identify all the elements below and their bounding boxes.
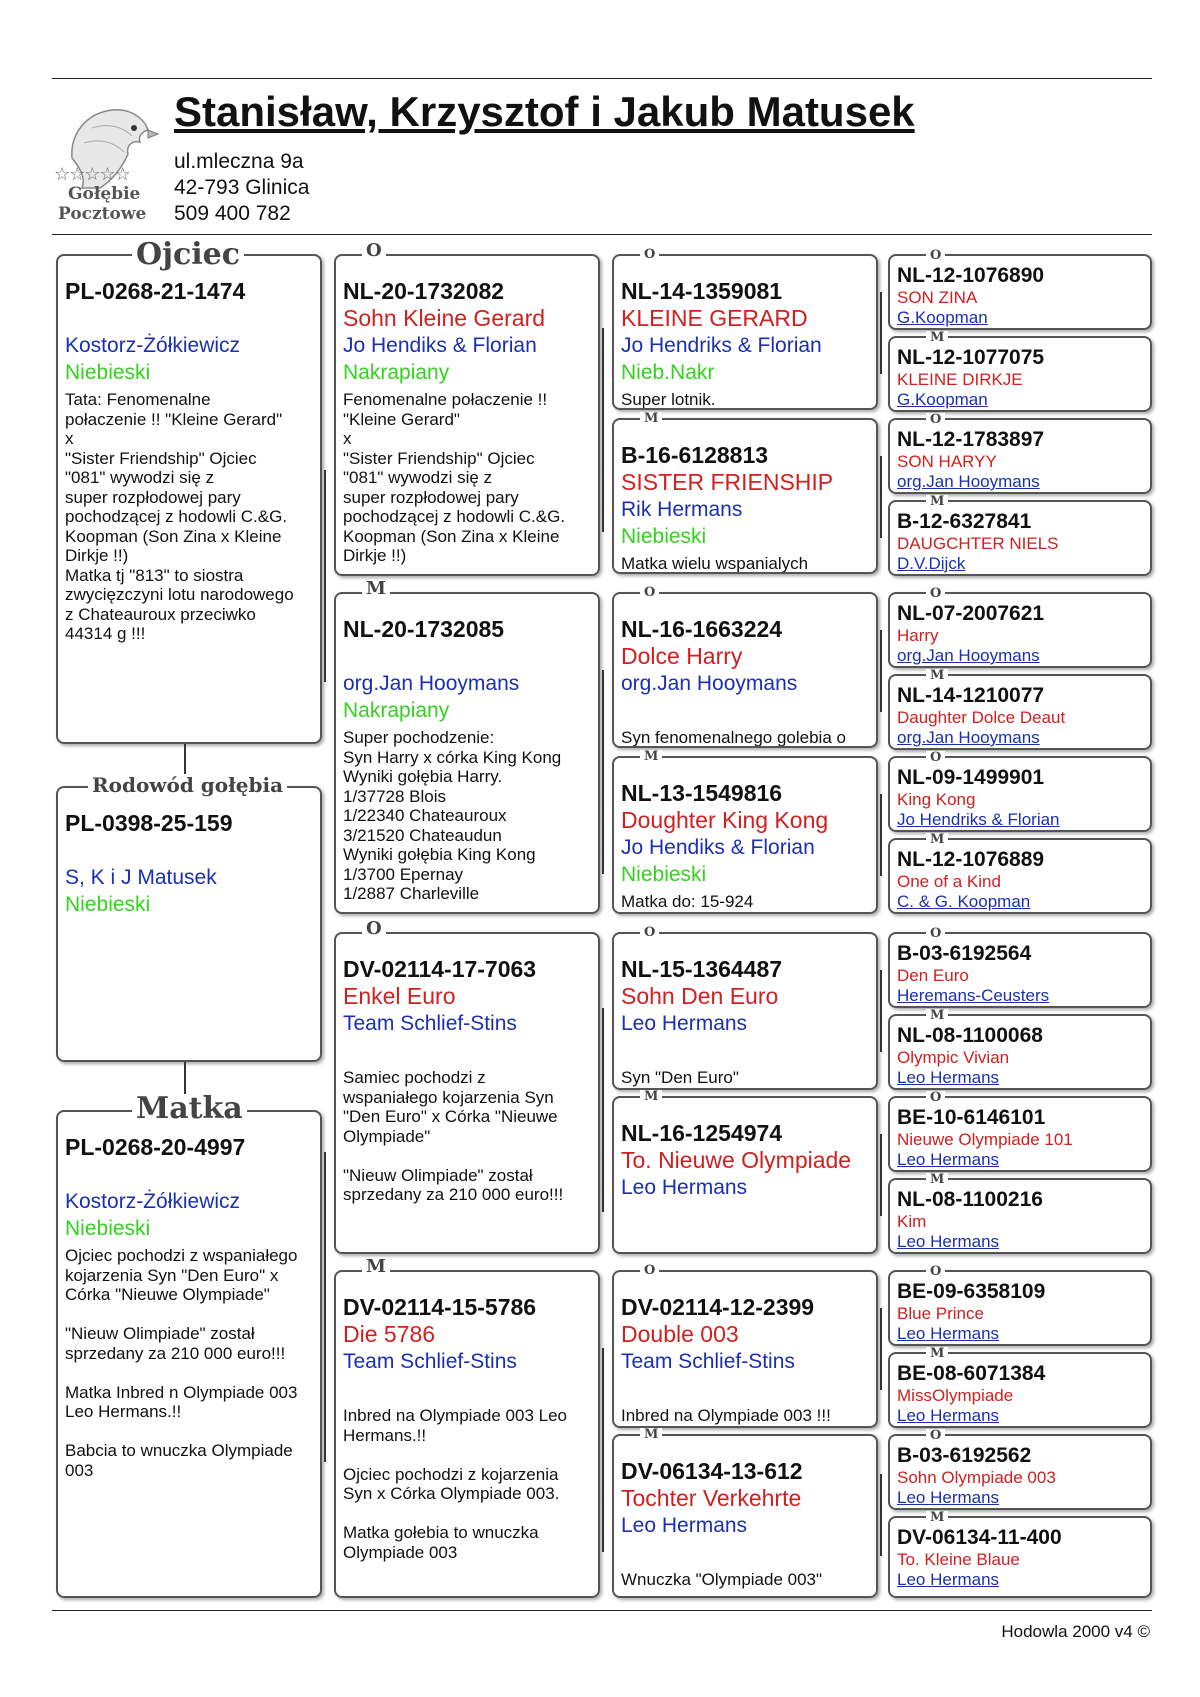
dam-label: M <box>926 1511 948 1524</box>
gen3-card-4 <box>612 756 878 914</box>
logo-text-1: Gołębie <box>68 184 141 204</box>
pigeon-name <box>65 1161 315 1188</box>
gen3-card-3 <box>612 592 878 748</box>
gen4-card-9 <box>888 932 1152 1008</box>
description: Tata: Fenomenalne połaczenie !! "Kleine Gerard" x "Sister Friendship" Ojciec "081" wywodzi się z super rozpłodowej pary pochodzącej z hodowli C.&G. Koopman (Son Zina x Kleine Dirkje !!) Matka tj "813" to siostra zwycięzczyni lotu narodowego z Chateauroux przeciwko 44314 g !!! <box>65 390 294 643</box>
breeder: D.V.Dijck <box>897 554 966 573</box>
breeder: Leo Hermans <box>897 1068 1000 1087</box>
pigeon-id: BE-10-6146101 <box>897 1106 1046 1129</box>
pigeon-name: Sohn Olympiade 003 <box>897 1468 1056 1487</box>
pigeon-id: NL-13-1549816 <box>621 780 783 806</box>
pigeon-id: NL-20-1732085 <box>343 616 505 642</box>
pigeon-id: B-03-6192562 <box>897 1444 1032 1467</box>
bracket <box>324 470 326 682</box>
gen4-card-4 <box>888 500 1152 576</box>
address-line-1: ul.mleczna 9a <box>174 150 304 173</box>
pigeon-id: NL-07-2007621 <box>897 602 1045 625</box>
color: Niebieski <box>65 361 151 384</box>
dam-label: M <box>640 750 662 763</box>
sire-label: O <box>926 927 945 940</box>
description: Super lotnik. <box>621 390 716 409</box>
pigeon-id: NL-12-1076889 <box>897 848 1045 871</box>
description: Matka wielu wspanialych <box>621 554 809 573</box>
gen4-card-6 <box>888 674 1152 750</box>
dam-label: M <box>926 669 948 682</box>
sire-label: O <box>926 413 945 426</box>
description: Super pochodzenie: Syn Harry x córka King Kong Wyniki gołębia Harry. 1/37728 Blois 1/22340 Chateauroux 3/21520 Chateaudun Wyniki gołębia King Kong 1/3700 Epernay 1/2887 Charleville <box>343 728 562 903</box>
color <box>621 1375 871 1402</box>
pigeon-id: NL-12-1076890 <box>897 264 1045 287</box>
pigeon-name: Doughter King Kong <box>621 807 829 833</box>
sire-label: O <box>926 249 945 262</box>
gen4-card-10 <box>888 1014 1152 1090</box>
sire-label: O <box>926 1429 945 1442</box>
pigeon-name: Tochter Verkehrte <box>621 1485 802 1511</box>
dam-label: M <box>640 1090 662 1103</box>
bracket <box>880 292 882 374</box>
gen3-card-7 <box>612 1270 878 1428</box>
pigeon-id: NL-08-1100068 <box>897 1024 1043 1047</box>
breeder: G.Koopman <box>897 390 988 409</box>
pigeon-name: SON HARYY <box>897 452 997 471</box>
description: Ojciec pochodzi z wspaniałego kojarzenia Syn "Den Euro" x Córka "Nieuwe Olympiade" "Nieuw Olimpiade" został sprzedany za 210 000 euro!!! Matka Inbred n Olympiade 003 Leo Hermans.!! Babcia to wnuczka Olympiade 003 <box>65 1246 298 1480</box>
top-rule <box>52 78 1152 79</box>
description: Inbred na Olympiade 003 Leo Hermans.!! Ojciec pochodzi z kojarzenia Syn x Córka Olympiade 003. Matka gołebia to wnuczka Olympiade 003 <box>343 1406 567 1562</box>
father-card <box>56 254 322 744</box>
gen4-card-12 <box>888 1178 1152 1254</box>
color <box>621 697 871 724</box>
breeder: G.Koopman <box>897 308 988 327</box>
color <box>343 1037 593 1064</box>
color: Niebieski <box>65 1217 151 1240</box>
breeder: Leo Hermans <box>897 1324 1000 1343</box>
breeder: Leo Hermans <box>897 1232 1000 1251</box>
breeder: Kostorz-Żółkiewicz <box>65 334 241 357</box>
pigeon-id: B-03-6192564 <box>897 942 1032 965</box>
sire-label: O <box>926 1091 945 1104</box>
description: Syn fenomenalnego golebia o <box>621 728 846 747</box>
dam-label: M <box>926 1173 948 1186</box>
pigeon-name: SISTER FRIENSHIP <box>621 469 834 495</box>
pigeon-name: Sohn Den Euro <box>621 983 779 1009</box>
mother-label: Matka <box>132 1094 247 1124</box>
bracket <box>880 1134 882 1216</box>
pigeon-name: DAUGCHTER NIELS <box>897 534 1059 553</box>
mother-card <box>56 1110 322 1598</box>
pigeon-id: BE-08-6071384 <box>897 1362 1046 1385</box>
gen4-card-2 <box>888 336 1152 412</box>
breeder: org.Jan Hooymans <box>897 728 1040 747</box>
dam-label: M <box>640 1428 662 1441</box>
bracket <box>880 1474 882 1556</box>
pigeon-logo <box>52 88 162 228</box>
pigeon-id: BE-09-6358109 <box>897 1280 1046 1303</box>
pigeon-name: Olympic Vivian <box>897 1048 1010 1067</box>
logo-text-2: Pocztowe <box>58 204 147 224</box>
pigeon-id: DV-06134-11-400 <box>897 1526 1062 1549</box>
phone-number: 509 400 782 <box>174 202 291 225</box>
pigeon-id: PL-0398-25-159 <box>65 810 233 836</box>
pigeon-name: Enkel Euro <box>343 983 456 1009</box>
sire-label: O <box>640 248 659 261</box>
gen3-card-5 <box>612 932 878 1090</box>
pigeon-name: Harry <box>897 626 939 645</box>
color <box>621 1539 871 1566</box>
pigeon-id: B-12-6327841 <box>897 510 1032 533</box>
pigeon-id: NL-16-1663224 <box>621 616 783 642</box>
gen3-card-2 <box>612 418 878 574</box>
dam-label: M <box>926 1009 948 1022</box>
description: Matka do: 15-924 <box>621 892 754 911</box>
gen2-card-1 <box>334 254 600 576</box>
subject-card <box>56 786 322 1062</box>
pigeon-name: To. Kleine Blaue <box>897 1550 1020 1569</box>
sire-label: O <box>640 1264 659 1277</box>
bracket <box>880 970 882 1052</box>
pigeon-id: NL-14-1359081 <box>621 278 783 304</box>
pigeon-name: Double 003 <box>621 1321 739 1347</box>
breeder: Kostorz-Żółkiewicz <box>65 1190 241 1213</box>
sire-label: O <box>362 920 386 938</box>
breeder: Leo Hermans <box>897 1150 1000 1169</box>
gen3-card-1 <box>612 254 878 410</box>
color: Niebieski <box>65 893 151 916</box>
pigeon-name: To. Nieuwe Olympiade <box>621 1147 852 1173</box>
gen4-card-13 <box>888 1270 1152 1346</box>
color <box>621 1037 871 1064</box>
breeder: Heremans-Ceusters <box>897 986 1050 1005</box>
pigeon-name: Dolce Harry <box>621 643 743 669</box>
bracket <box>880 794 882 876</box>
pigeon-name: KLEINE GERARD <box>621 305 808 331</box>
color: Niebieski <box>621 863 707 886</box>
breeder: org.Jan Hooymans <box>897 472 1040 491</box>
bracket <box>602 1008 604 1212</box>
color: Nakrapiany <box>343 361 450 384</box>
pigeon-id: NL-15-1364487 <box>621 956 783 982</box>
bracket <box>602 670 604 874</box>
pigeon-name: Blue Prince <box>897 1304 984 1323</box>
dam-label: M <box>926 331 948 344</box>
bracket <box>880 630 882 712</box>
sire-label: O <box>640 926 659 939</box>
gen4-card-11 <box>888 1096 1152 1172</box>
pigeon-name: Sohn Kleine Gerard <box>343 305 546 331</box>
breeder: Leo Hermans <box>897 1570 1000 1589</box>
description: Wnuczka "Olympiade 003" <box>621 1570 823 1589</box>
pigeon-name: Die 5786 <box>343 1321 436 1347</box>
pigeon-name: Den Euro <box>897 966 969 985</box>
pigeon-id: DV-06134-13-612 <box>621 1458 803 1484</box>
gen2-card-2 <box>334 592 600 914</box>
gen4-card-3 <box>888 418 1152 494</box>
color: Nieb.Nakr <box>621 361 715 384</box>
sire-label: O <box>640 586 659 599</box>
breeder: Leo Hermans <box>897 1406 1000 1425</box>
address-line-2: 42-793 Glinica <box>174 176 310 199</box>
pigeon-name: SON ZINA <box>897 288 978 307</box>
pigeon-name <box>343 643 593 670</box>
pigeon-name: Daughter Dolce Deaut <box>897 708 1066 727</box>
connector <box>184 744 186 774</box>
gen4-card-7 <box>888 756 1152 832</box>
breeder: Leo Hermans <box>621 1514 748 1537</box>
sire-label: O <box>926 1265 945 1278</box>
header-rule <box>52 234 1152 235</box>
pigeon-id: NL-12-1077075 <box>897 346 1045 369</box>
gen4-card-15 <box>888 1434 1152 1510</box>
dam-label: M <box>926 833 948 846</box>
breeder: Rik Hermans <box>621 498 743 521</box>
bracket <box>880 1308 882 1390</box>
pigeon-id: NL-20-1732082 <box>343 278 505 304</box>
father-label: Ojciec <box>132 240 244 270</box>
color: Nakrapiany <box>343 699 450 722</box>
description: Samiec pochodzi z wspaniałego kojarzenia Syn "Den Euro" x Córka "Nieuwe Olympiade" "Nieuw Olimpiade" został sprzedany za 210 000 euro!!! <box>343 1068 564 1204</box>
breeder: org.Jan Hooymans <box>621 672 798 695</box>
pigeon-name: MissOlympiade <box>897 1386 1014 1405</box>
sire-label: O <box>926 587 945 600</box>
description: Inbred na Olympiade 003 !!! <box>621 1406 831 1425</box>
dam-label: M <box>926 1347 948 1360</box>
breeder: Leo Hermans <box>897 1488 1000 1507</box>
gen3-card-6 <box>612 1096 878 1254</box>
pigeon-id: NL-14-1210077 <box>897 684 1045 707</box>
pigeon-name: Kim <box>897 1212 927 1231</box>
gen4-card-14 <box>888 1352 1152 1428</box>
breeder: Jo Hendriks & Florian <box>897 810 1060 829</box>
sire-label: O <box>926 751 945 764</box>
pigeon-id: NL-08-1100216 <box>897 1188 1043 1211</box>
pigeon-id: DV-02114-17-7063 <box>343 956 537 982</box>
breeder: org.Jan Hooymans <box>343 672 520 695</box>
pigeon-name <box>65 837 315 864</box>
gen2-card-3 <box>334 932 600 1254</box>
pigeon-id: NL-12-1783897 <box>897 428 1045 451</box>
description: Fenomenalne połaczenie !! "Kleine Gerard" x "Sister Friendship" Ojciec "081" wywodzi się z super rozpłodowej pary pochodzącej z hodowli C.&G. Koopman (Son Zina x Kleine Dirkje !!) <box>343 390 566 565</box>
pigeon-name: Nieuwe Olympiade 101 <box>897 1130 1073 1149</box>
page-title: Stanisław, Krzysztof i Jakub Matusek <box>174 88 915 135</box>
bracket <box>324 1152 326 1462</box>
bracket <box>602 1348 604 1552</box>
pigeon-id: DV-02114-12-2399 <box>621 1294 815 1320</box>
dam-label: M <box>362 580 390 598</box>
pigeon-name: KLEINE DIRKJE <box>897 370 1023 389</box>
breeder: Team Schlief-Stins <box>621 1350 795 1373</box>
pigeon-id: NL-09-1499901 <box>897 766 1045 789</box>
bracket <box>602 328 604 532</box>
bracket <box>880 456 882 538</box>
subject-label: Rodowód gołębia <box>88 775 287 795</box>
pigeon-id: B-16-6128813 <box>621 442 769 468</box>
description: Syn "Den Euro" <box>621 1068 739 1087</box>
gen4-card-5 <box>888 592 1152 668</box>
sire-label: O <box>362 242 386 260</box>
breeder: Leo Hermans <box>621 1176 748 1199</box>
dam-label: M <box>640 412 662 425</box>
gen3-card-8 <box>612 1434 878 1598</box>
bottom-rule <box>52 1610 1152 1611</box>
pigeon-id: PL-0268-20-4997 <box>65 1134 246 1160</box>
logo-stars: ☆☆☆☆☆ <box>54 164 130 184</box>
breeder: Jo Hendriks & Florian <box>621 334 822 357</box>
breeder: C. & G. Koopman <box>897 892 1031 911</box>
breeder: org.Jan Hooymans <box>897 646 1040 665</box>
breeder: Jo Hendiks & Florian <box>621 836 815 859</box>
breeder: Leo Hermans <box>621 1012 748 1035</box>
gen4-card-1 <box>888 254 1152 330</box>
pigeon-id: NL-16-1254974 <box>621 1120 783 1146</box>
pigeon-id: DV-02114-15-5786 <box>343 1294 537 1320</box>
gen4-card-8 <box>888 838 1152 914</box>
footer-credit: Hodowla 2000 v4 © <box>1001 1622 1150 1641</box>
dam-label: M <box>362 1258 390 1276</box>
breeder: Team Schlief-Stins <box>343 1012 517 1035</box>
pigeon-name: King Kong <box>897 790 976 809</box>
pigeon-name: One of a Kind <box>897 872 1001 891</box>
pigeon-name <box>65 305 315 332</box>
gen4-card-16 <box>888 1516 1152 1598</box>
breeder: Team Schlief-Stins <box>343 1350 517 1373</box>
color <box>343 1375 593 1402</box>
gen2-card-4 <box>334 1270 600 1598</box>
pigeon-id: PL-0268-21-1474 <box>65 278 246 304</box>
color: Niebieski <box>621 525 707 548</box>
breeder: Jo Hendiks & Florian <box>343 334 537 357</box>
dam-label: M <box>926 495 948 508</box>
breeder: S, K i J Matusek <box>65 866 217 889</box>
